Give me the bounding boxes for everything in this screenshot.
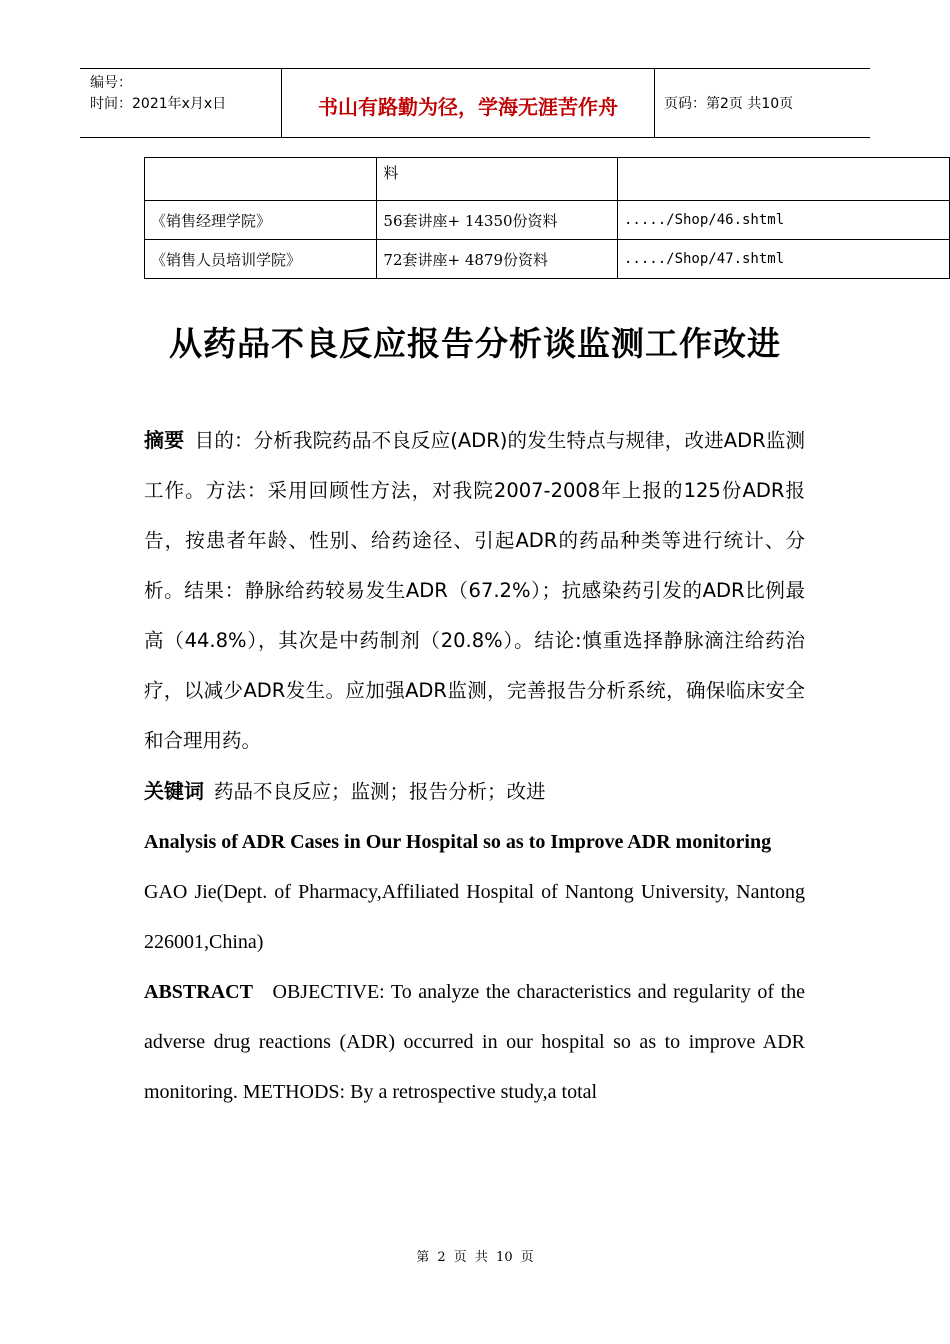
header-motto: 书山有路勤为径，学海无涯苦作舟 [318, 95, 618, 119]
time-label: 时间：2021年x月x日 [90, 96, 227, 112]
abstract-en-label: ABSTRACT [144, 981, 253, 1003]
keywords-paragraph [144, 766, 805, 817]
abstract-en-paragraph [144, 967, 805, 1117]
resource-table [144, 157, 950, 279]
abstract-cn-label: 摘要 [144, 428, 185, 452]
header-divider [654, 69, 655, 137]
table-cell: 《销售人员培训学院》 [145, 240, 377, 279]
table-cell [145, 158, 377, 201]
header-page-info: 页码：第2页 共10页 [664, 96, 794, 112]
document-body [144, 415, 805, 1117]
table-cell-link[interactable]: ...../Shop/47.shtml [618, 240, 950, 279]
table-row [145, 240, 950, 279]
header-meta [90, 73, 226, 115]
serial-label: 编号： [90, 75, 132, 91]
table-cell: 《销售经理学院》 [145, 201, 377, 240]
table-row [145, 201, 950, 240]
table-cell [618, 158, 950, 201]
keywords-text: 药品不良反应；监测；报告分析；改进 [214, 780, 546, 803]
author-line: GAO Jie(Dept. of Pharmacy,Affiliated Hospital of Nantong University, Nantong 226001,China) [144, 881, 805, 953]
english-title-text: Analysis of ADR Cases in Our Hospital so as to Improve ADR monitoring [144, 831, 772, 853]
table-cell: 56套讲座+ 14350份资料 [377, 201, 618, 240]
page-footer: 第 2 页 共 10 页 [416, 1250, 534, 1265]
abstract-en-text: OBJECTIVE: To analyze the characteristics and regularity of the adverse drug reactions (ADR) occurred in our hospital so as to improve ADR monitoring. METHODS: By a retrospective study,a total [144, 981, 806, 1103]
table-row [145, 158, 950, 201]
keywords-label: 关键词 [144, 779, 204, 803]
document-title: 从药品不良反应报告分析谈监测工作改进 [169, 324, 781, 363]
english-title [144, 817, 805, 867]
table-cell-link[interactable]: ...../Shop/46.shtml [618, 201, 950, 240]
table-cell: 料 [377, 158, 618, 201]
abstract-cn-paragraph [144, 415, 805, 766]
abstract-cn-text: 目的：分析我院药品不良反应(ADR)的发生特点与规律，改进ADR监测工作。方法：采用回顾性方法，对我院2007-2008年上报的125份ADR报告，按患者年龄、性别、给药途径、引起ADR的药品种类等进行统计、分析。结果：静脉给药较易发生ADR（67.2%）；抗感染药引发的ADR比例最高（44.8%），其次是中药制剂（20.8%）。结论:慎重选择静脉滴注给药治疗，以减少ADR发生。应加强ADR监测，完善报告分析系统，确保临床安全和合理用药。 [144, 429, 806, 752]
page-header [80, 68, 870, 138]
table-cell: 72套讲座+ 4879份资料 [377, 240, 618, 279]
